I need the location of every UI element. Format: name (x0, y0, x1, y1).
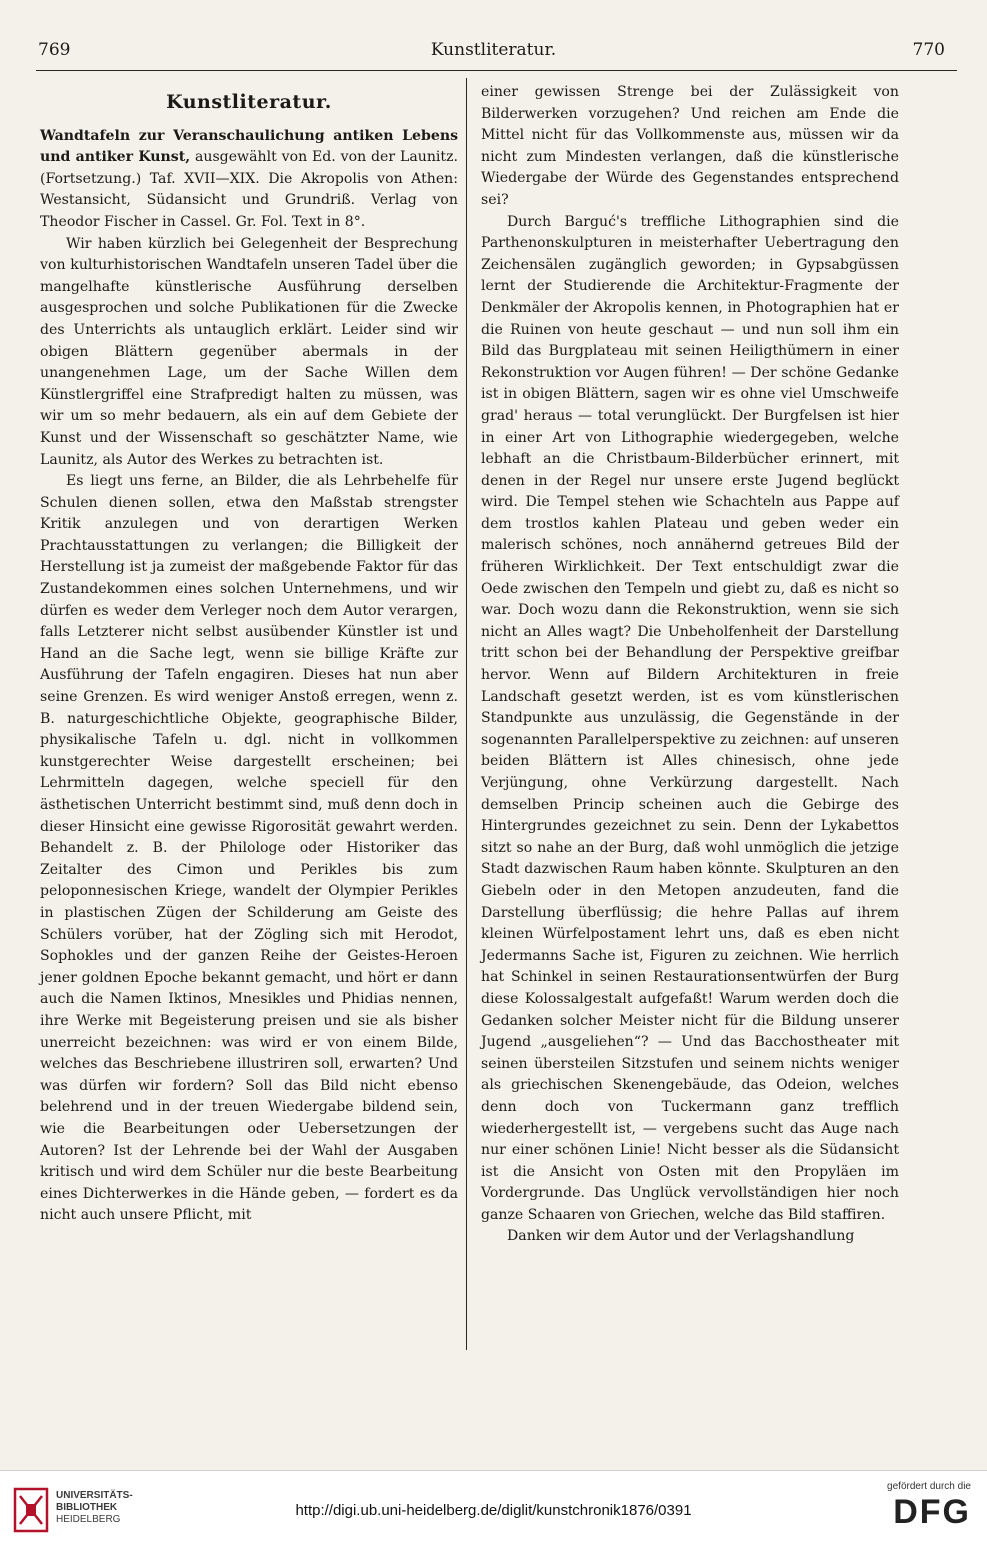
library-name-line: HEIDELBERG (56, 1514, 121, 1525)
library-name-line: UNIVERSITÄTS- (56, 1490, 133, 1501)
header-rule (36, 70, 957, 71)
entry-details: ausgewählt von Ed. von der Launitz. (Fortsetzung.) Taf. XVII—XIX. Die Akropolis von Athen: Westansicht, Südansicht und Grundriß. Verlag von Theodor Fischer in Cassel. Gr. Fol. Text in 8°. (40, 149, 458, 230)
paragraph: einer gewissen Strenge bei der Zulässigkeit von Bilderwerken vorzugehen? Und reichen am Ende die Mittel nicht für das Vollkommenste aus, müssen wir da nicht zum Mindesten verlangen, daß die künstlerische Wiedergabe der Würde des Gegenstandes entsprechend sei? (481, 84, 899, 208)
viewer-footer (0, 1470, 987, 1554)
paragraph: Durch Barguć's treffliche Lithographien sind die Parthenonskulpturen in meisterhafter Uebertragung den Zeichensälen zugänglich geworden; in Gypsabgüssen lernt der Studierende die Architektur-Fragmente der Denkmäler der Akropolis kennen, in Photographien hat er die Ruinen von heute geschaut — und nun soll ihm ein Bild das Burgplateau mit seinen Heiligthümern in einer Rekonstruktion vor Augen führen! — Der schöne Gedanke ist in obigen Blättern, sagen wir es ohne viel Umschweife grad' heraus — total verunglückt. Der Burgfelsen ist hier in einer Art von Lithographie wiedergegeben, welche lebhaft an die Christbaum-Bilderbücher erinnert, mit denen in der Regel nur unsere erste Jugend beglückt wird. Die Tempel stehen wie Schachteln aus Pappe auf dem trostlos kahlen Plateau und geben weder ein malerisch schönes, noch annähernd getreues Bild der früheren Wirklichkeit. Der Text entschuldigt zwar die Oede zwischen den Tempeln und giebt zu, daß es nicht so war. Doch wozu dann die Rekonstruktion, wenn sie sich nicht an Alles wagt? Die Unbeholfenheit der Darstellung tritt schon bei der Behandlung der Perspektive greifbar hervor. Wenn auf Bildern Architekturen in freie Landschaft gesetzt werden, ist es vom künstlerischen Standpunkte aus unzulässig, die Gegenstände in der sogenannten Parallelperspektive zu zeichnen: auf unseren beiden Blättern ist Alles chinesisch, ohne jede Verjüngung, ohne Verkürzung dargestellt. Nach demselben Princip scheinen auch die Gebirge des Hintergrundes gezeichnet zu sein. Denn der Lykabettos sitzt so nahe an der Burg, daß wohl unmöglich die jetzige Stadt dazwischen Raum haben könnte. Skulpturen an den Giebeln oder in den Metopen anzudeuten, fand die Darstellung überflüssig; die hehre Pallas auf ihrem kleinen Würfelpostament lehrt uns, daß es eben nicht Jedermanns Sache ist, Figuren zu zeichnen. Wie herrlich hat Schinkel in seinen Restaurationsentwürfen der Burg diese Kolossalgestalt aufgefaßt! Warum werden doch die Gedanken solcher Meister nicht für die Bildung unserer Jugend „ausgeliehen“? — Und das Bacchostheater mit seinen übersteilen Sitzstufen und seinem nichts weniger als griechischen Skenengebäude, das Odeion, welches denn doch von Tuckermann ganz trefflich wiederhergestellt ist, — vergebens sucht das Auge nach nur einer schönen Linie! Nicht besser als die Südansicht ist die Ansicht von Osten mit den Propyläen im Vordergrunde. Das Unglück vervollständigen hier noch ganze Schaaren von Griechen, welche das Bild staffiren. (481, 213, 899, 1223)
entry-lead: Wandtafeln zur Veranschaulichung antiken Lebens und antiker Kunst, (40, 127, 458, 166)
column-rule (466, 78, 467, 1350)
paragraph: Es liegt uns ferne, an Bilder, die als Lehrbehelfe für Schulen dienen sollen, etwa den Maßstab strengster Kritik anzulegen und von derartigen Werken Prachtausstattungen zu verlangen; die Billigkeit der Herstellung ist ja zumeist der maßgebende Faktor für das Zustandekommen eines solchen Unternehmens, und wir dürfen es weder dem Verleger noch dem Autor verargen, falls Letzterer nicht selbst ausübender Künstler ist und Hand an die Sache legt, wenn sie billige Kräfte zur Ausführung der Tafeln engagiren. Dieses hat nun aber seine Grenzen. Es wird weniger Anstoß erregen, wenn z. B. naturgeschichtliche Objekte, geographische Bilder, physikalische Tafeln u. dgl. nicht in vollkommen kunstgerechter Weise dargestellt erscheinen; bei Lehrmitteln dagegen, welche speciell für den ästhetischen Unterricht bestimmt sind, muß denn doch in dieser Hinsicht eine gewisse Rigorosität gewahrt werden. Behandelt z. B. der Philologe oder Historiker das Zeitalter des Cimon und Perikles bis zum peloponnesischen Kriege, wandelt der Olympier Perikles in plastischen Zügen der Schilderung am Geiste des Schülers vorüber, hat der Zögling sich mit Herodot, Sophokles und der ganzen Reihe der Geistes-Heroen jener goldnen Epoche bekannt gemacht, und hört er dann auch die Namen Iktinos, Mnesikles und Phidias nennen, ihre Werke mit Begeisterung preisen und sie als bisher unerreicht bezeichnen: was wird er von einem Bilde, welches das Beschriebene illustriren soll, erwarten? Und was dürfen wir fordern? Soll das Bild nicht ebenso belehrend und in der treuen Wiedergabe bildend sein, wie die Bearbeitungen oder Uebersetzungen der Autoren? Ist der Lehrende bei der Wahl der Ausgaben kritisch und wird dem Schüler nur die beste Bearbeitung eines Dichterwerkes in die Hände geben, — fordert es da nicht auch unsere Pflicht, mit (40, 473, 458, 1224)
page-number-left: 769 (38, 40, 71, 60)
dfg-caption: gefördert durch die (887, 1481, 971, 1492)
library-name-line: BIBLIOTHEK (56, 1502, 118, 1513)
page-number-right: 770 (912, 40, 945, 60)
running-title: Kunstliteratur. (430, 40, 557, 60)
right-column (481, 82, 899, 1248)
section-title: Kunstliteratur. (166, 91, 332, 113)
dfg-logo[interactable] (861, 1481, 971, 1532)
dfg-mark: DFG (893, 1493, 971, 1531)
bibliographic-entry (40, 126, 458, 234)
running-head (30, 40, 957, 66)
left-column (40, 82, 458, 1227)
paragraph: Wir haben kürzlich bei Gelegenheit der Besprechung von kulturhistorischen Wandtafeln unseren Tadel über die mangelhafte künstlerische Ausführung derselben ausgesprochen und solche Publikationen für die Zwecke des Unterrichts als untauglich erklärt. Leider sind wir obigen Blättern gegenüber abermals in der unangenehmen Lage, um der Sache Willen dem Künstlergriffel eine Strafpredigt halten zu müssen, was wir um so mehr bedauern, als ein auf dem Gebiete der Kunst und der Wissenschaft so geschätzter Name, wie Launitz, als Autor des Werkes zu betrachten ist. (40, 235, 458, 468)
permalink-url[interactable]: http://digi.ub.uni-heidelberg.de/diglit/kunstchronik1876/0391 (295, 1502, 692, 1519)
paragraph: Danken wir dem Autor und der Verlagshandlung (507, 1228, 855, 1245)
